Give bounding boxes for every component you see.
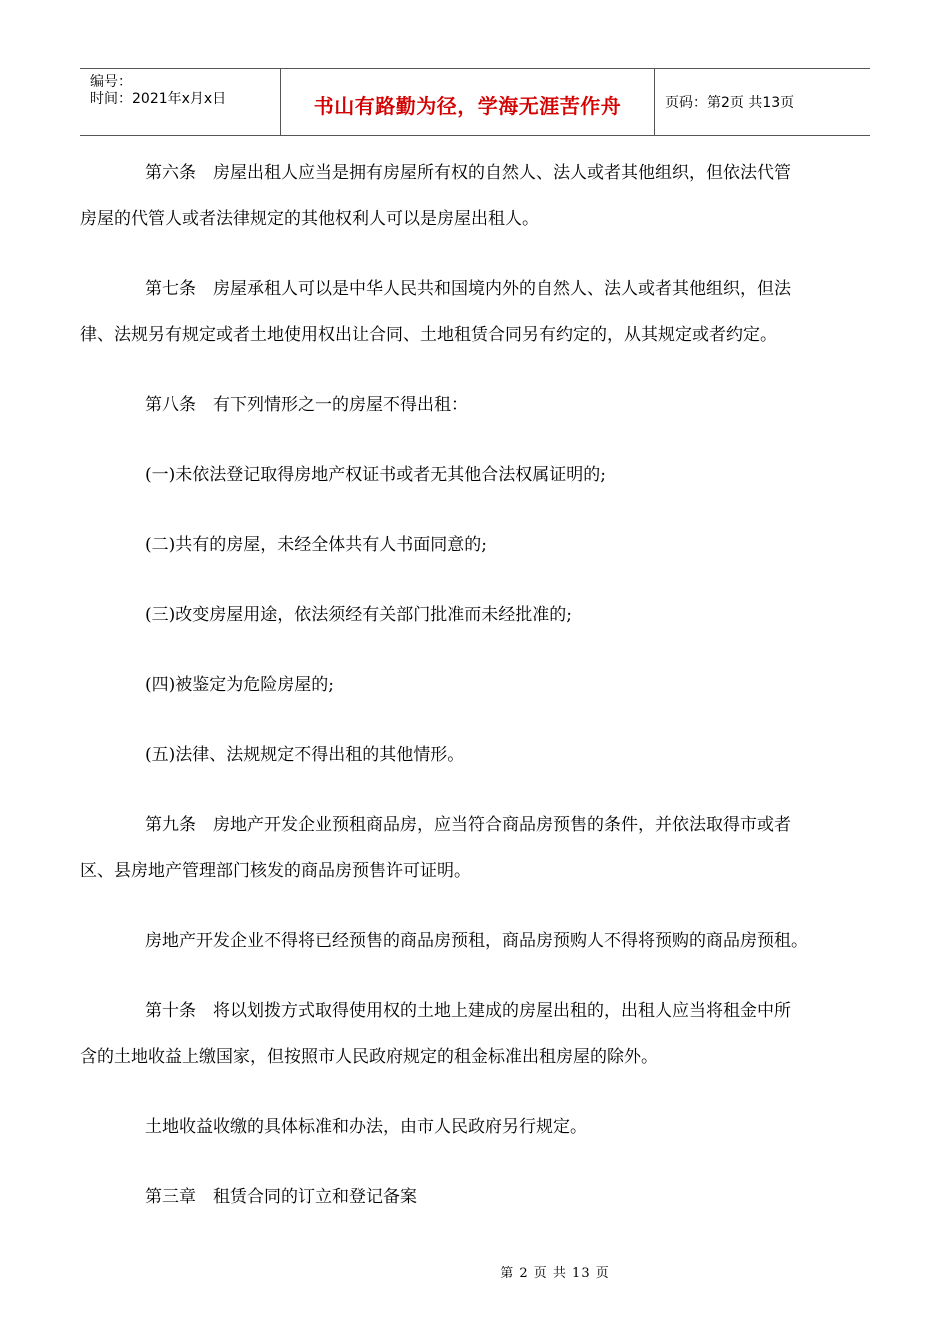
paragraph bbox=[80, 150, 885, 242]
list-item bbox=[145, 452, 885, 498]
page-footer: 第 2 页 共 13 页 bbox=[500, 1266, 610, 1281]
paragraph-line: 第八条 有下列情形之一的房屋不得出租： bbox=[145, 395, 468, 415]
paragraph bbox=[80, 988, 885, 1080]
paragraph-line: 第六条 房屋出租人应当是拥有房屋所有权的自然人、法人或者其他组织，但依法代管 bbox=[145, 163, 791, 183]
paragraph-line: (三)改变房屋用途，依法须经有关部门批准而未经批准的; bbox=[145, 605, 572, 625]
list-item bbox=[145, 522, 885, 568]
list-item bbox=[145, 732, 885, 778]
chapter-heading bbox=[145, 1174, 885, 1220]
list-item bbox=[145, 592, 885, 638]
paragraph-line: (二)共有的房屋，未经全体共有人书面同意的; bbox=[145, 535, 487, 555]
paragraph-line: 律、法规另有规定或者土地使用权出让合同、土地租赁合同另有约定的，从其规定或者约定。 bbox=[80, 325, 777, 345]
paragraph-line: 第七条 房屋承租人可以是中华人民共和国境内外的自然人、法人或者其他组织，但法 bbox=[145, 279, 791, 299]
document-body bbox=[80, 150, 885, 1244]
paragraph-line: 第三章 租赁合同的订立和登记备案 bbox=[145, 1187, 417, 1207]
paragraph-line: 土地收益收缴的具体标准和办法，由市人民政府另行规定。 bbox=[145, 1117, 587, 1137]
paragraph-line: 房屋的代管人或者法律规定的其他权利人可以是房屋出租人。 bbox=[80, 209, 539, 229]
paragraph-line: (五)法律、法规规定不得出租的其他情形。 bbox=[145, 745, 465, 765]
paragraph-line: 第十条 将以划拨方式取得使用权的土地上建成的房屋出租的，出租人应当将租金中所 bbox=[145, 1001, 791, 1021]
paragraph bbox=[145, 1104, 885, 1150]
paragraph-line: 区、县房地产管理部门核发的商品房预售许可证明。 bbox=[80, 861, 471, 881]
list-item bbox=[145, 662, 885, 708]
header-page-info: 页码：第2页 共13页 bbox=[665, 95, 795, 111]
number-label: 编号： bbox=[90, 74, 132, 90]
paragraph bbox=[145, 382, 885, 428]
header-meta bbox=[80, 69, 281, 135]
paragraph-line: 含的土地收益上缴国家，但按照市人民政府规定的租金标准出租房屋的除外。 bbox=[80, 1047, 658, 1067]
paragraph-line: 房地产开发企业不得将已经预售的商品房预租，商品房预购人不得将预购的商品房预租。 bbox=[145, 931, 808, 951]
header-motto: 书山有路勤为径，学海无涯苦作舟 bbox=[281, 69, 655, 135]
paragraph bbox=[80, 802, 885, 894]
paragraph-line: (一)未依法登记取得房地产权证书或者无其他合法权属证明的; bbox=[145, 465, 606, 485]
paragraph-line: 第九条 房地产开发企业预租商品房，应当符合商品房预售的条件，并依法取得市或者 bbox=[145, 815, 791, 835]
paragraph bbox=[80, 266, 885, 358]
paragraph bbox=[145, 918, 885, 964]
time-label: 时间：2021年x月x日 bbox=[90, 91, 227, 107]
paragraph-line: (四)被鉴定为危险房屋的; bbox=[145, 675, 334, 695]
page-header bbox=[80, 68, 870, 136]
